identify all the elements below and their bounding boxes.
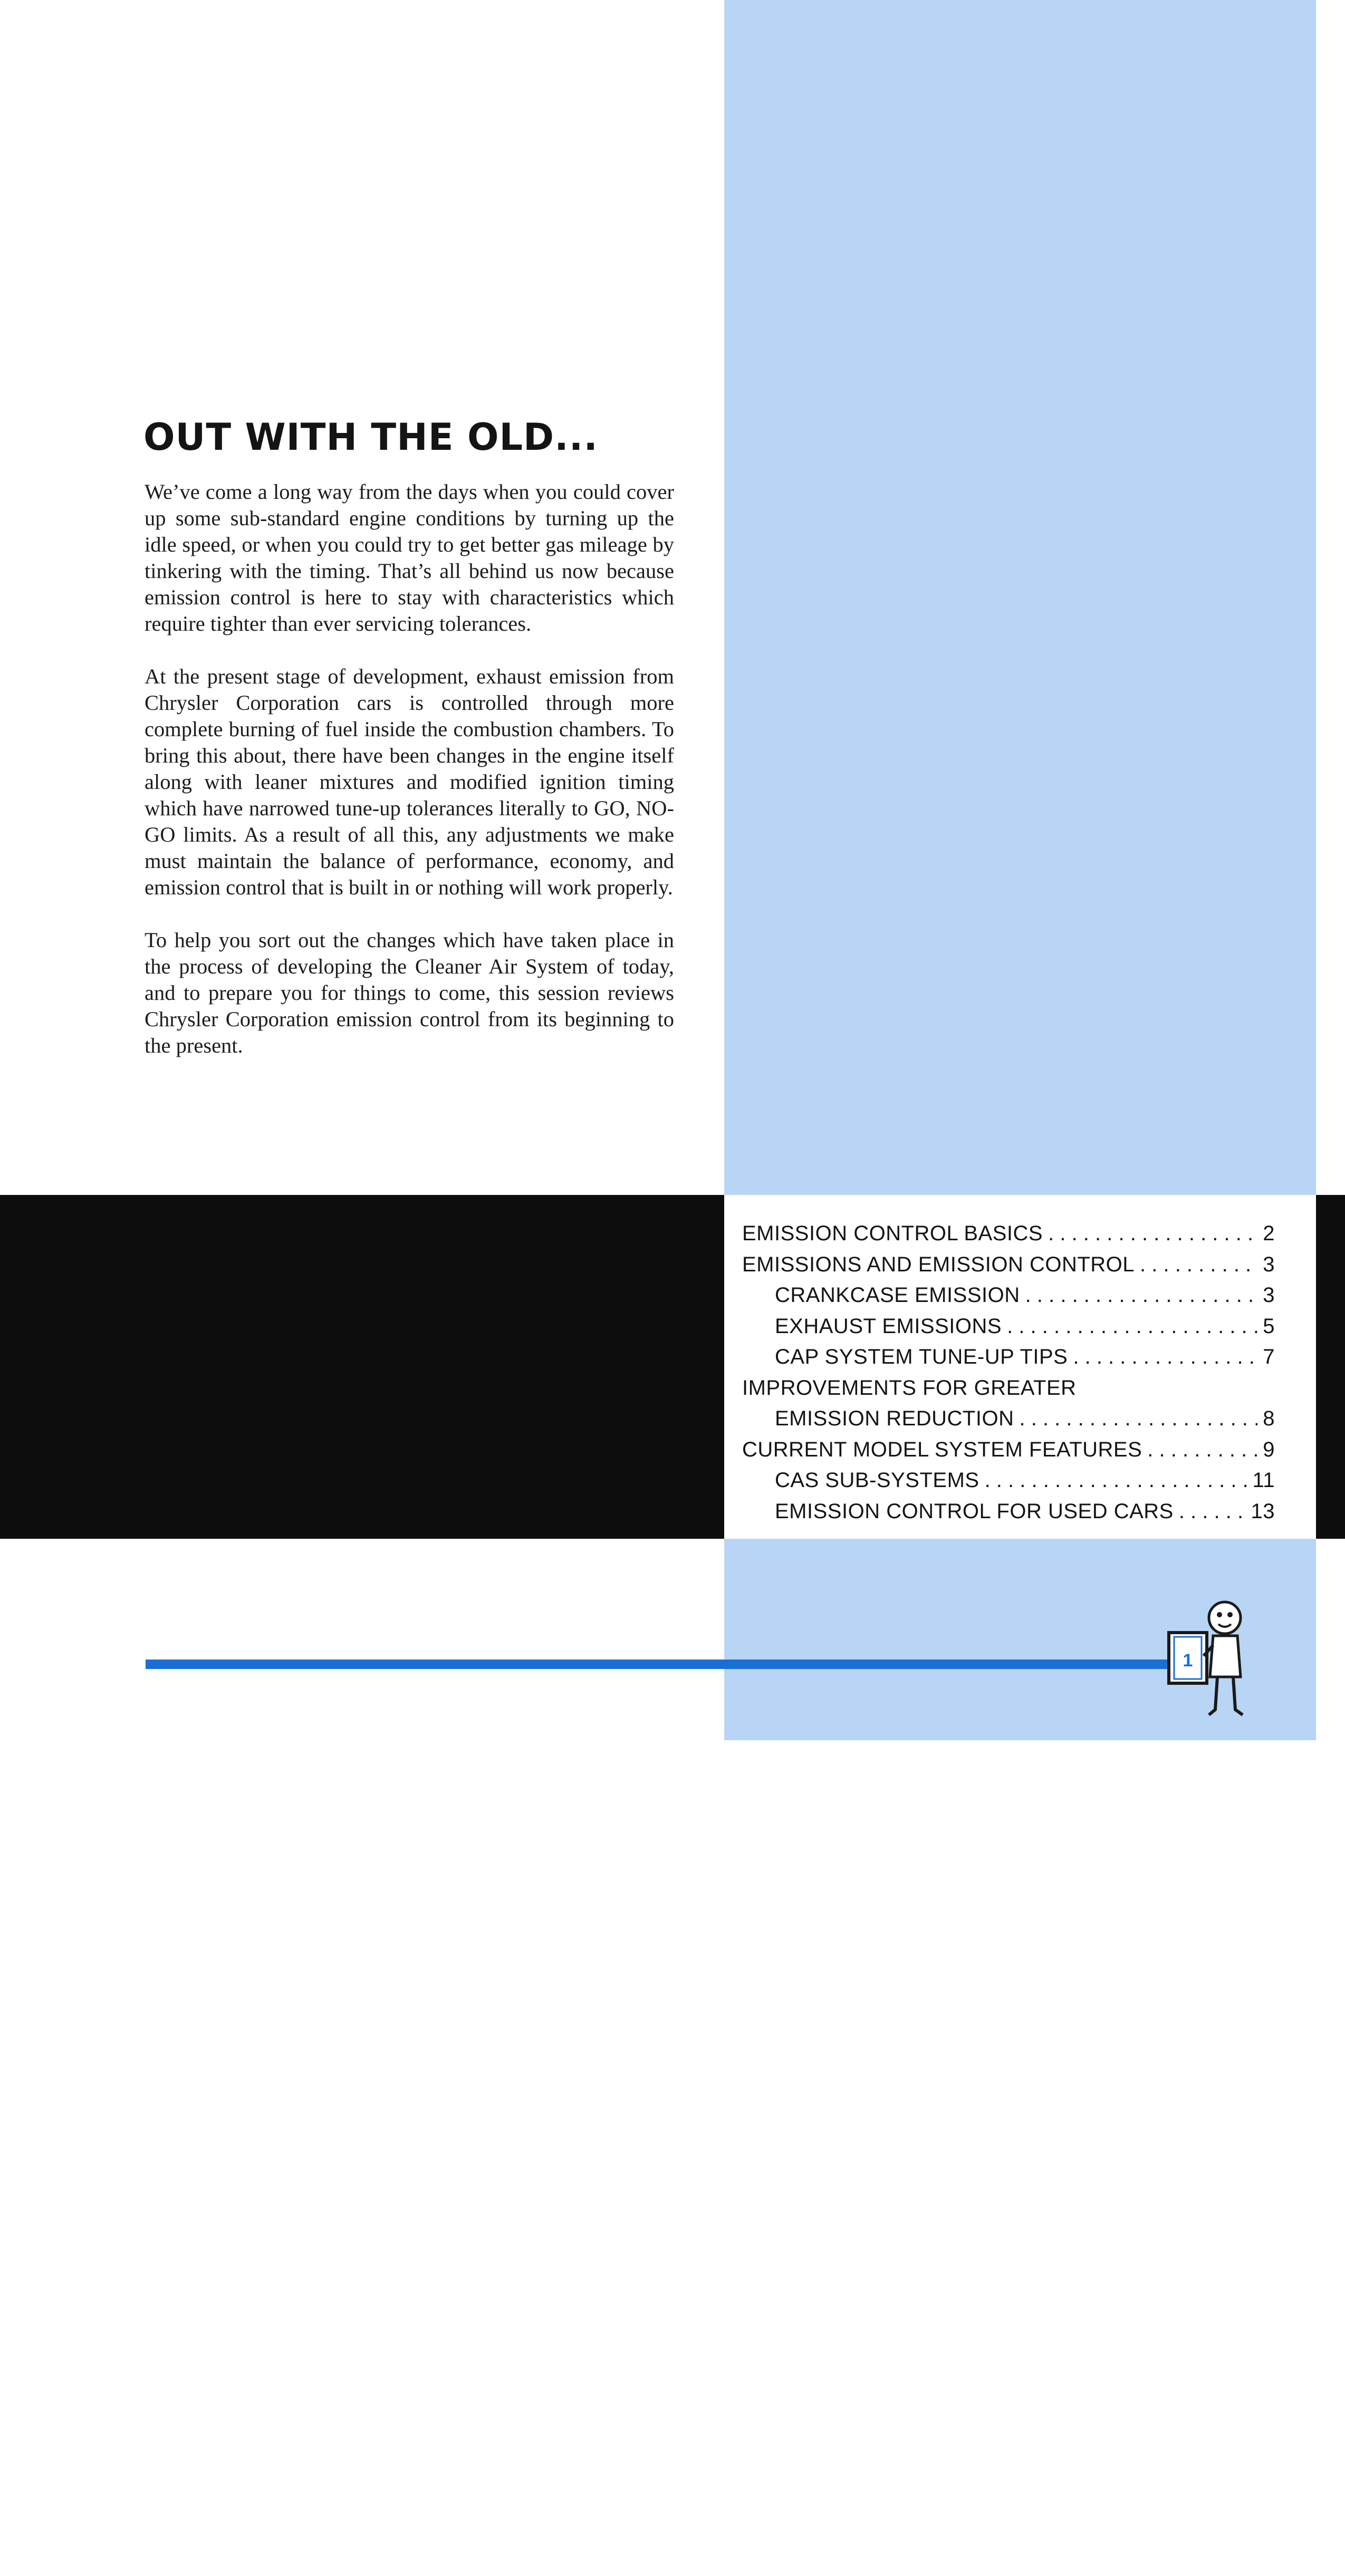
toc-item-label: EMISSIONS AND EMISSION CONTROL xyxy=(742,1252,1135,1276)
toc-item-improvements-for-greater[interactable] xyxy=(742,1373,1275,1404)
toc-item-page: 3 xyxy=(1263,1252,1275,1276)
toc-list xyxy=(742,1218,1275,1527)
toc-leader-dots xyxy=(1048,1218,1257,1249)
toc-item-page: 13 xyxy=(1251,1499,1275,1523)
toc-item-label: EMISSION CONTROL BASICS xyxy=(742,1222,1043,1245)
toc-leader-dots xyxy=(1019,1403,1257,1434)
toc-item-label: CAS SUB-SYSTEMS xyxy=(775,1469,979,1492)
toc-item-emission-control-basics[interactable] xyxy=(742,1218,1275,1249)
toc-item-label: CRANKCASE EMISSION xyxy=(775,1284,1020,1307)
paragraph-2: At the present stage of development, exhaust emission from Chrysler Corporation cars is controlled through more complete burning of fuel inside the combustion chambers. To bring this about, there have been changes in the engine itself along with leaner mixtures and modified ignition timing which have narrowed tune-up tolerances literally to GO, NO-GO limits. As a result of all this, any adjustments we make must maintain the balance of performance, economy, and emission control that is built in or nothing will work properly. xyxy=(145,664,674,899)
body-text xyxy=(145,479,674,1085)
toc-leader-dots xyxy=(1025,1280,1258,1311)
toc-item-emissions-and-emission-control[interactable] xyxy=(742,1249,1275,1280)
mascot-holding-page-number-icon xyxy=(1167,1593,1251,1724)
toc-item-crankcase-emission[interactable] xyxy=(742,1280,1275,1311)
toc-item-page: 11 xyxy=(1252,1469,1275,1492)
page-number: 1 xyxy=(1183,1651,1193,1671)
right-edge-bar xyxy=(1316,1195,1345,1539)
toc-item-label: EMISSION CONTROL FOR USED CARS xyxy=(775,1499,1174,1523)
toc-item-page: 5 xyxy=(1263,1314,1275,1338)
toc-leader-dots xyxy=(1179,1496,1246,1527)
toc-item-emission-control-for-used-cars[interactable] xyxy=(742,1496,1275,1527)
toc-leader-dots xyxy=(985,1465,1247,1496)
toc-item-emission-reduction[interactable] xyxy=(742,1403,1275,1434)
toc-item-cap-system-tune-up-tips[interactable] xyxy=(742,1342,1275,1373)
toc-item-label: CAP SYSTEM TUNE-UP TIPS xyxy=(775,1345,1068,1368)
toc-item-page: 7 xyxy=(1263,1345,1275,1368)
toc-item-cas-sub-systems[interactable] xyxy=(742,1465,1275,1496)
toc-item-page: 8 xyxy=(1263,1407,1275,1430)
toc-leader-dots xyxy=(1140,1249,1257,1280)
toc-label: TABLE OF CONTENTS xyxy=(468,2550,717,2575)
toc-item-page: 3 xyxy=(1263,1284,1275,1307)
footer-rule xyxy=(146,1660,1186,1669)
toc-item-label: CURRENT MODEL SYSTEM FEATURES xyxy=(742,1437,1142,1461)
toc-item-page: 9 xyxy=(1263,1437,1275,1461)
table-of-contents xyxy=(724,1195,1316,1539)
page-title: OUT WITH THE OLD... xyxy=(143,416,598,459)
toc-item-page: 2 xyxy=(1263,1222,1275,1245)
toc-leader-dots xyxy=(1147,1434,1257,1465)
toc-item-label: IMPROVEMENTS FOR GREATER xyxy=(742,1376,1077,1400)
toc-item-exhaust-emissions[interactable] xyxy=(742,1311,1275,1342)
toc-item-current-model-system-features[interactable] xyxy=(742,1434,1275,1465)
toc-leader-dots xyxy=(1007,1311,1257,1342)
paragraph-1: We’ve come a long way from the days when you could cover up some sub-standard engine conditions by turning up the idle speed, or when you could try to get better gas mileage by tinkering with the timing. That’s all behind us now because emission control is here to stay with characteristics which require tighter than ever servicing tolerances. xyxy=(145,480,674,635)
toc-item-label: EMISSION REDUCTION xyxy=(775,1407,1014,1430)
toc-black-band xyxy=(0,1195,724,2575)
paragraph-3: To help you sort out the changes which have taken place in the process of developing the Cleaner Air System of today, and to prepare you for things to come, this session reviews Chrysler Corporation emission control from its beginning to the present. xyxy=(145,928,674,1057)
toc-item-label: EXHAUST EMISSIONS xyxy=(775,1314,1002,1338)
toc-leader-dots xyxy=(1073,1342,1257,1373)
